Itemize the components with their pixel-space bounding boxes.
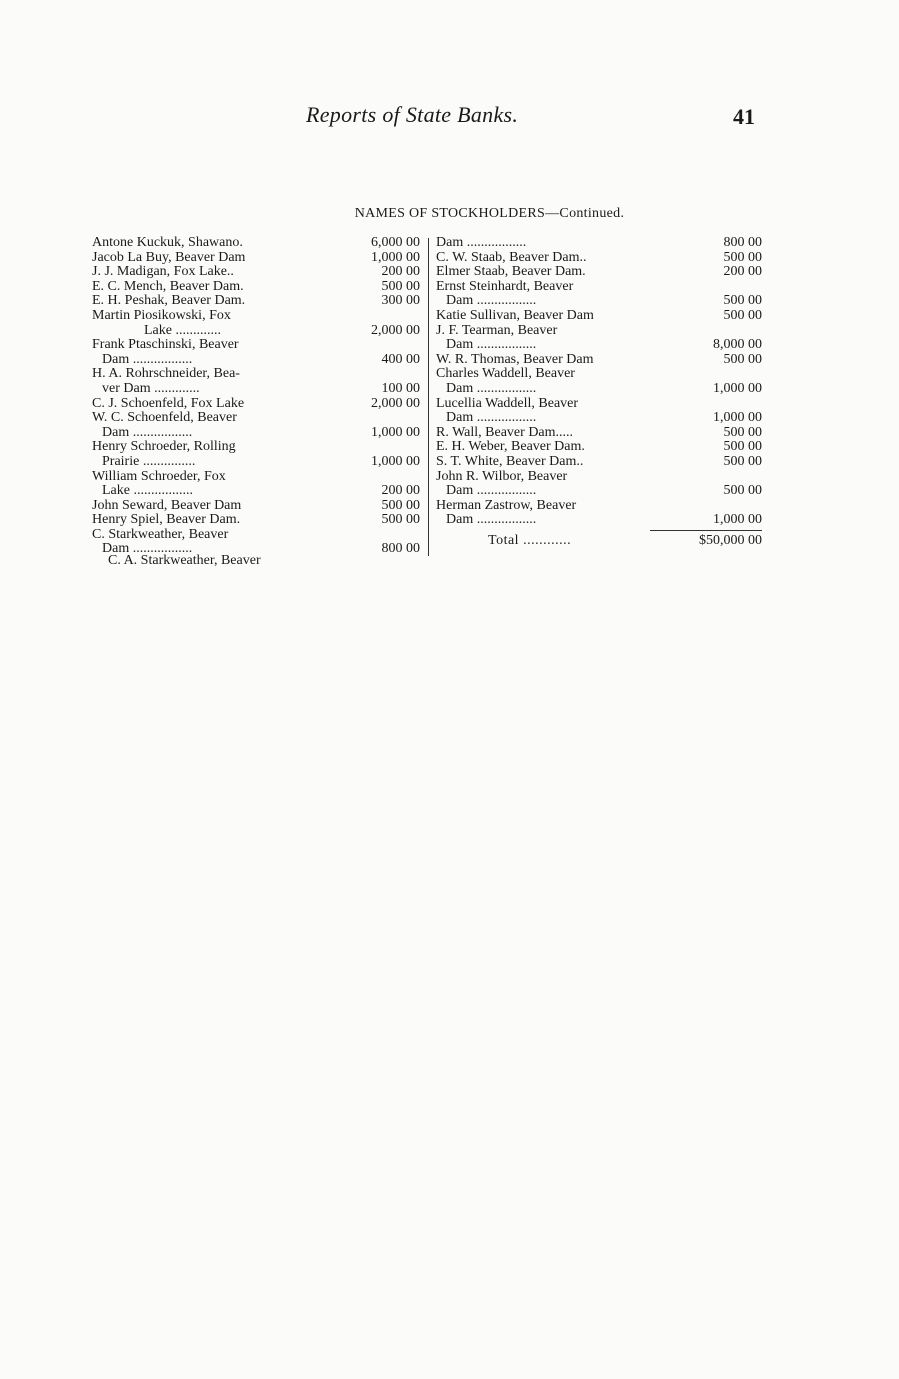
stockholder-name: Frank Ptaschinski, Beaver <box>92 337 239 353</box>
stockholder-name: Henry Spiel, Beaver Dam. <box>92 512 241 528</box>
stockholder-row <box>436 280 762 309</box>
total-amount: $50,000 00 <box>699 532 762 548</box>
stockholder-name: Dam ................. <box>436 235 527 250</box>
stock-amount: 1,000 00 <box>371 453 420 469</box>
stockholder-name: John R. Wilbor, Beaver <box>436 468 568 484</box>
stockholder-name: Katie Sullivan, Beaver Dam <box>436 307 594 323</box>
stock-amount: 200 00 <box>381 264 420 280</box>
stockholder-row <box>436 470 762 499</box>
stock-amount: 2,000 00 <box>371 395 420 411</box>
stock-amount: 500 00 <box>381 512 420 528</box>
stockholder-row <box>92 280 420 295</box>
stockholder-name: E. C. Mench, Beaver Dam. <box>92 278 244 294</box>
stock-amount: 500 00 <box>723 483 762 499</box>
stockholder-name: John Seward, Beaver Dam <box>92 497 242 513</box>
stockholder-row <box>92 309 420 338</box>
stockholder-name: J. F. Tearman, Beaver <box>436 322 558 338</box>
stockholder-row <box>436 265 762 280</box>
stock-amount: 200 00 <box>723 264 762 280</box>
left-column-continuation: C. A. Starkweather, Beaver <box>108 553 261 568</box>
stockholder-name: Ernst Steinhardt, Beaver <box>436 278 574 294</box>
stockholder-row <box>436 324 762 353</box>
stockholder-name-continued: Dam ................. <box>102 541 193 557</box>
stockholder-name: C. W. Staab, Beaver Dam.. <box>436 249 587 265</box>
stockholder-row <box>436 499 762 528</box>
left-stockholder-column <box>92 236 420 557</box>
stock-amount: 1,000 00 <box>713 380 762 396</box>
stockholder-name: S. T. White, Beaver Dam.. <box>436 453 584 469</box>
stockholder-row <box>92 397 420 412</box>
stockholder-name: H. A. Rohrschneider, Bea- <box>92 366 240 382</box>
stock-amount: 2,000 00 <box>371 322 420 338</box>
stock-amount: 500 00 <box>723 424 762 440</box>
left-column-rule <box>428 238 429 556</box>
stockholder-row <box>436 440 762 455</box>
section-title-continued: —Continued. <box>545 206 625 221</box>
stockholder-name: E. H. Weber, Beaver Dam. <box>436 439 585 455</box>
stockholder-name-continued: Dam ................. <box>446 512 537 528</box>
total-rule <box>650 530 762 531</box>
stockholder-name-continued: Dam ................. <box>446 337 537 353</box>
stockholder-name: C. Starkweather, Beaver <box>92 526 229 542</box>
stockholder-row <box>92 513 420 528</box>
stock-amount: 6,000 00 <box>371 235 420 250</box>
stockholder-name: Lucellia Waddell, Beaver <box>436 395 579 411</box>
stockholder-row <box>436 397 762 426</box>
stockholder-name: Martin Piosikowski, Fox <box>92 307 231 323</box>
stock-amount: 500 00 <box>723 249 762 265</box>
stock-amount: 500 00 <box>723 307 762 323</box>
stockholder-name: Charles Waddell, Beaver <box>436 366 575 382</box>
stock-amount: 500 00 <box>381 497 420 513</box>
stockholder-row <box>92 338 420 367</box>
stockholder-name: C. J. Schoenfeld, Fox Lake <box>92 395 245 411</box>
stockholder-name-continued: Lake ................. <box>102 483 193 499</box>
stockholder-name-continued: Dam ................. <box>446 380 537 396</box>
right-stockholder-column <box>436 236 762 548</box>
total-row <box>436 534 762 549</box>
stock-amount: 8,000 00 <box>713 337 762 353</box>
stockholder-name: Jacob La Buy, Beaver Dam <box>92 249 246 265</box>
stockholder-name-continued: Prairie ............... <box>102 453 196 469</box>
stockholder-name: E. H. Peshak, Beaver Dam. <box>92 293 246 309</box>
stockholder-name: Antone Kuckuk, Shawano. <box>92 235 243 250</box>
stockholder-row <box>436 426 762 441</box>
stockholder-row <box>436 353 762 368</box>
stock-amount: 500 00 <box>723 351 762 367</box>
stockholder-name: J. J. Madigan, Fox Lake.. <box>92 264 234 280</box>
stockholder-row <box>436 236 762 251</box>
stockholder-row <box>92 265 420 280</box>
stockholder-row <box>436 251 762 266</box>
stock-amount: 800 00 <box>381 541 420 557</box>
section-title-main: NAMES OF STOCKHOLDERS <box>354 206 546 221</box>
stockholder-row <box>92 367 420 396</box>
stockholder-row <box>92 251 420 266</box>
stockholder-name-continued: Dam ................. <box>446 483 537 499</box>
stockholder-row <box>92 470 420 499</box>
stockholder-row <box>92 440 420 469</box>
stock-amount: 800 00 <box>723 235 762 250</box>
section-title <box>0 206 899 222</box>
stock-amount: 100 00 <box>381 380 420 396</box>
stock-amount: 500 00 <box>723 453 762 469</box>
stockholder-name-continued: Lake ............. <box>144 322 221 338</box>
stockholder-name-continued: Dam ................. <box>102 351 193 367</box>
stockholder-name: W. C. Schoenfeld, Beaver <box>92 410 237 426</box>
stockholder-name: Herman Zastrow, Beaver <box>436 497 577 513</box>
stockholder-row <box>92 294 420 309</box>
stockholder-name: R. Wall, Beaver Dam..... <box>436 424 574 440</box>
stockholder-name: William Schroeder, Fox <box>92 468 226 484</box>
stockholder-row <box>436 309 762 324</box>
stock-amount: 300 00 <box>381 293 420 309</box>
stock-amount: 200 00 <box>381 483 420 499</box>
stockholder-name-continued: Dam ................. <box>446 410 537 426</box>
stockholder-row <box>92 499 420 514</box>
stockholder-name: W. R. Thomas, Beaver Dam <box>436 351 594 367</box>
stock-amount: 1,000 00 <box>713 410 762 426</box>
stockholder-name: Elmer Staab, Beaver Dam. <box>436 264 586 280</box>
stock-amount: 1,000 00 <box>713 512 762 528</box>
stock-amount: 500 00 <box>723 293 762 309</box>
stock-amount: 500 00 <box>723 439 762 455</box>
stockholder-name: Henry Schroeder, Rolling <box>92 439 236 455</box>
stockholder-row <box>92 236 420 251</box>
page-number: 41 <box>733 104 755 129</box>
stock-amount: 1,000 00 <box>371 249 420 265</box>
stockholder-row <box>436 455 762 470</box>
stock-amount: 500 00 <box>381 278 420 294</box>
stockholder-name-continued: ver Dam ............. <box>102 380 200 396</box>
stock-amount: 1,000 00 <box>371 424 420 440</box>
stockholder-name-continued: Dam ................. <box>446 293 537 309</box>
running-head-title: Reports of State Banks. <box>306 102 519 127</box>
stockholder-name-continued: Dam ................. <box>102 424 193 440</box>
stockholder-row <box>92 411 420 440</box>
stockholder-row <box>436 367 762 396</box>
stock-amount: 400 00 <box>381 351 420 367</box>
total-label: Total ............ <box>488 532 572 548</box>
